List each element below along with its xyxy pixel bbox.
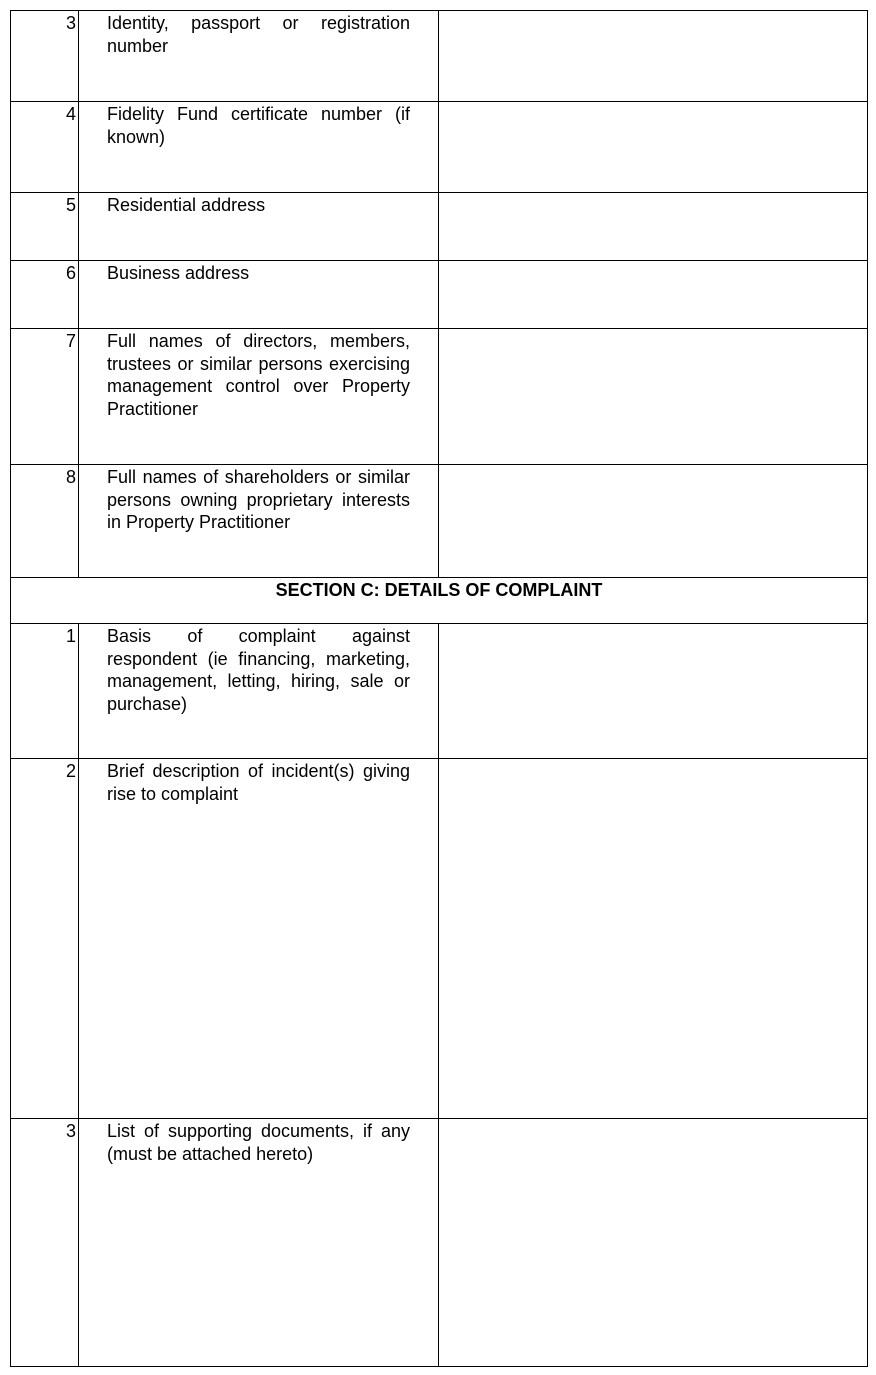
row-label: Full names of shareholders or similar persons owning proprietary interests in Property Practitioner [79, 465, 439, 578]
complaint-form-table [10, 10, 868, 1367]
directors-names-field[interactable] [439, 329, 868, 465]
row-label: Fidelity Fund certificate number (if known) [79, 102, 439, 193]
row-number: 3 [11, 11, 79, 102]
section-heading-row [11, 578, 868, 624]
row-number: 2 [11, 759, 79, 1119]
supporting-documents-field[interactable] [439, 1119, 868, 1367]
row-number: 4 [11, 102, 79, 193]
business-address-field[interactable] [439, 261, 868, 329]
table-row [11, 1119, 868, 1367]
row-label: Residential address [79, 193, 439, 261]
table-row [11, 102, 868, 193]
row-label: Basis of complaint against respondent (ie financing, marketing, management, letting, hiring, sale or purchase) [79, 624, 439, 759]
complaint-basis-field[interactable] [439, 624, 868, 759]
table-row [11, 261, 868, 329]
row-number: 5 [11, 193, 79, 261]
row-number: 8 [11, 465, 79, 578]
row-number: 3 [11, 1119, 79, 1367]
table-row [11, 329, 868, 465]
incident-description-field[interactable] [439, 759, 868, 1119]
row-number: 1 [11, 624, 79, 759]
row-label: Business address [79, 261, 439, 329]
residential-address-field[interactable] [439, 193, 868, 261]
row-number: 7 [11, 329, 79, 465]
row-label: List of supporting documents, if any (must be attached hereto) [79, 1119, 439, 1367]
row-label: Brief description of incident(s) giving rise to complaint [79, 759, 439, 1119]
row-number: 6 [11, 261, 79, 329]
identity-number-field[interactable] [439, 11, 868, 102]
section-c-heading: SECTION C: DETAILS OF COMPLAINT [11, 578, 868, 624]
table-row [11, 624, 868, 759]
shareholders-names-field[interactable] [439, 465, 868, 578]
table-row [11, 193, 868, 261]
row-label: Full names of directors, members, trustees or similar persons exercising management control over Property Practitioner [79, 329, 439, 465]
fidelity-fund-number-field[interactable] [439, 102, 868, 193]
table-row [11, 759, 868, 1119]
table-row [11, 11, 868, 102]
table-row [11, 465, 868, 578]
row-label: Identity, passport or registration number [79, 11, 439, 102]
